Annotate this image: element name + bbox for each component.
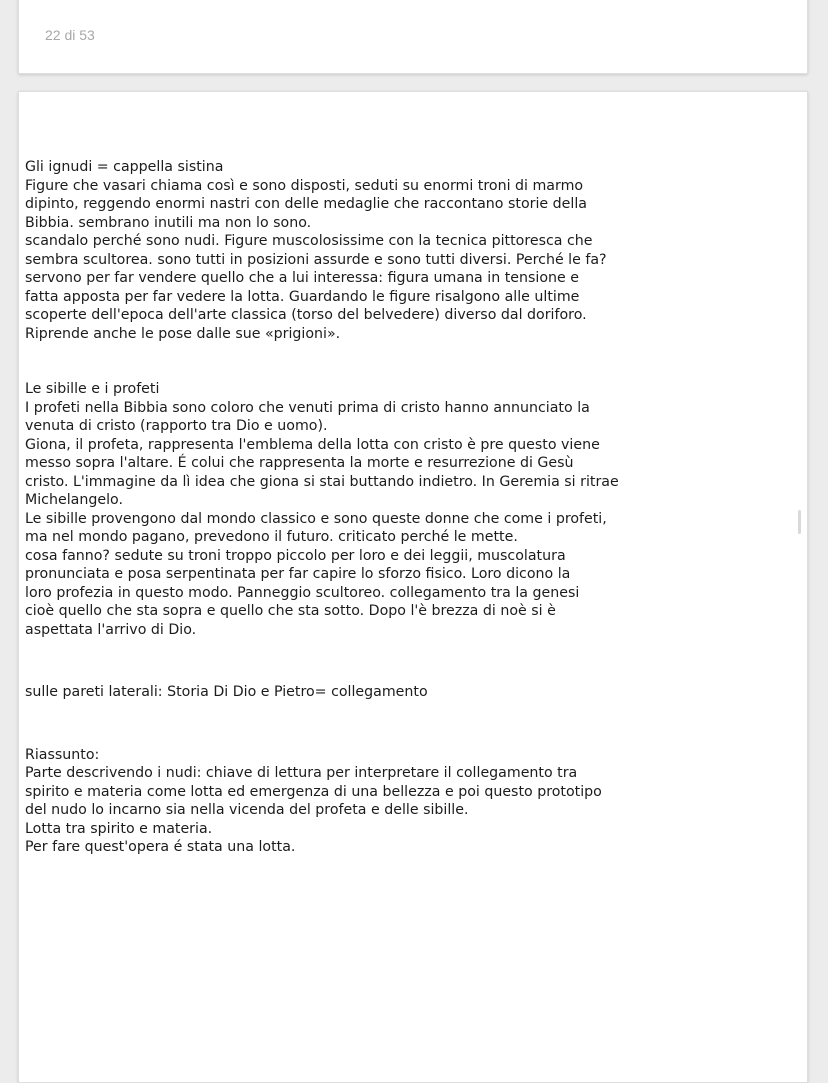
text-line: Michelangelo. (25, 492, 123, 508)
section-pareti (25, 683, 785, 702)
text-line: Giona, il profeta, rappresenta l'emblema della lotta con cristo è pre questo viene (25, 436, 600, 453)
paragraph-gap (25, 343, 785, 380)
text-line: venuta di cristo (rapporto tra Dio e uomo). (25, 418, 328, 434)
text-line: messo sopra l'altare. É colui che rappresenta la morte e resurrezione di Gesù (25, 455, 574, 471)
scroll-indicator (798, 510, 801, 534)
text-line: ma nel mondo pagano, prevedono il futuro. criticato perché le mette. (25, 529, 518, 545)
page-content (25, 158, 785, 857)
text-line: Per fare quest'opera é stata una lotta. (25, 839, 296, 855)
heading-riassunto: Riassunto: (25, 746, 100, 763)
text-line: Figure che vasari chiama così e sono disposti, seduti su enormi troni di marmo (25, 177, 584, 194)
text-line: loro profezia in questo modo. Panneggio scultoreo. collegamento tra la genesi (25, 584, 580, 601)
text-line: aspettata l'arrivo di Dio. (25, 621, 197, 638)
text-line: cristo. L'immagine da lì idea che giona si stai buttando indietro. In Geremia si ritrae (25, 473, 619, 490)
text-line: scoperte dell'epoca dell'arte classica (torso del belvedere) diverso dal doriforo. (25, 307, 587, 323)
previous-page-sheet (18, 0, 808, 74)
text-line: scandalo perché sono nudi. Figure muscolosissime con la tecnica pittoresca che (25, 233, 593, 249)
text-line: Bibbia. sembrano inutili ma non lo sono. (25, 214, 312, 231)
text-line: sembra scultorea. sono tutti in posizioni assurde e sono tutti diversi. Perché le fa? (25, 251, 607, 268)
text-line: cosa fanno? sedute su troni troppo piccolo per loro e dei leggii, muscolatura (25, 547, 566, 564)
page-indicator: 22 di 53 (45, 27, 95, 43)
text-line: sulle pareti laterali: Storia Di Dio e Pietro= collegamento (25, 684, 428, 700)
text-line: Parte descrivendo i nudi: chiave di lettura per interpretare il collegamento tra (25, 765, 578, 781)
text-line: cioè quello che sta sopra e quello che sta sotto. Dopo l'è brezza di noè si è (25, 603, 556, 619)
text-line: Lotta tra spirito e materia. (25, 820, 213, 837)
text-line: I profeti nella Bibbia sono coloro che venuti prima di cristo hanno annunciato la (25, 399, 590, 416)
text-line: Riprende anche le pose dalle sue «prigioni». (25, 325, 341, 342)
paragraph-gap (25, 639, 785, 683)
section-ignudi (25, 158, 785, 343)
heading-ignudi: Gli ignudi = cappella sistina (25, 159, 224, 175)
heading-sibille: Le sibille e i profeti (25, 381, 160, 397)
text-line: Le sibille provengono dal mondo classico e sono queste donne che come i profeti, (25, 510, 607, 527)
document-page[interactable] (18, 91, 808, 1083)
paragraph-gap (25, 702, 785, 746)
text-line: del nudo lo incarno sia nella vicenda del profeta e delle sibille. (25, 802, 469, 818)
section-sibille (25, 380, 785, 639)
section-riassunto (25, 746, 785, 857)
text-line: pronunciata e posa serpentinata per far capire lo sforzo fisico. Loro dicono la (25, 566, 571, 582)
text-line: servono per far vendere quello che a lui interessa: figura umana in tensione e (25, 270, 579, 286)
text-line: dipinto, reggendo enormi nastri con delle medaglie che raccontano storie della (25, 196, 587, 212)
text-line: spirito e materia come lotta ed emergenza di una bellezza e poi questo prototipo (25, 783, 602, 800)
text-line: fatta apposta per far vedere la lotta. Guardando le figure risalgono alle ultime (25, 288, 580, 305)
